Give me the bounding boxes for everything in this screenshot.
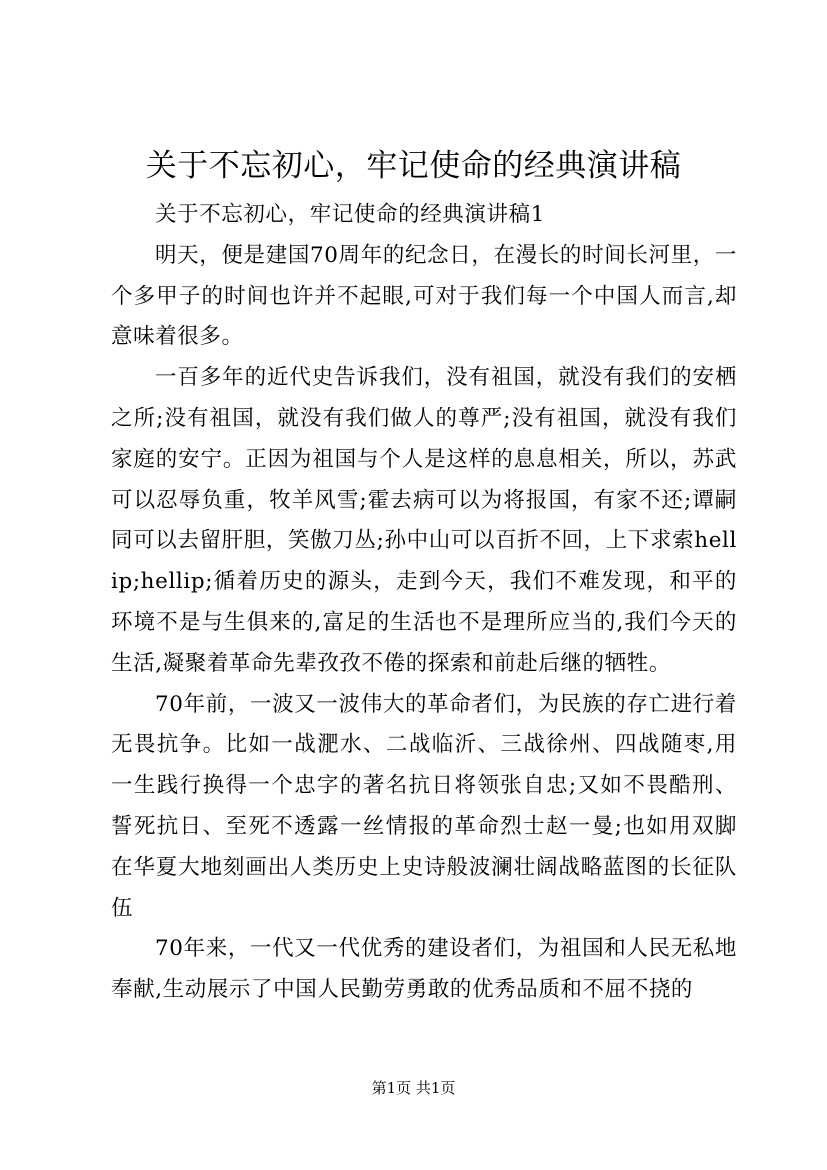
paragraph: 70年前，一波又一波伟大的革命者们，为民族的存亡进行着无畏抗争。比如一战淝水、二战临沂、三战徐州、四战随枣,用一生践行换得一个忠字的著名抗日将领张自忠;又如不畏酷刑、誓死抗日、至死不透露一丝情报的革命烈士赵一曼;也如用双脚在华夏大地刻画出人类历史上史诗般波澜壮阔战略蓝图的长征队伍 <box>111 691 737 921</box>
paragraph: 70年来，一代又一代优秀的建设者们，为祖国和人民无私地奉献,生动展示了中国人民勤劳勇敢的优秀品质和不屈不挠的 <box>111 936 737 1003</box>
paragraph: 一百多年的近代史告诉我们，没有祖国，就没有我们的安栖之所;没有祖国，就没有我们做人的尊严;没有祖国，就没有我们家庭的安宁。正因为祖国与个人是这样的息息相关，所以，苏武可以忍辱负重，牧羊风雪;霍去病可以为将报国，有家不还;谭嗣同可以去留肝胆，笑傲刀丛;孙中山可以百折不回，上下求索hellip;hellip;循着历史的源头，走到今天，我们不难发现，和平的环境不是与生俱来的,富足的生活也不是理所应当的,我们今天的生活,凝聚着革命先辈孜孜不倦的探索和前赴后继的牺牲。 <box>111 365 737 676</box>
paragraph: 明天，便是建国70周年的纪念日，在漫长的时间长河里，一个多甲子的时间也许并不起眼,可对于我们每一个中国人而言,却意味着很多。 <box>111 242 737 350</box>
page-footer: 第1页 共1页 <box>371 1079 456 1097</box>
document-subtitle: 关于不忘初心，牢记使命的经典演讲稿1 <box>155 202 545 227</box>
document-body <box>111 195 737 1011</box>
document-title: 关于不忘初心，牢记使命的经典演讲稿 <box>145 148 682 184</box>
